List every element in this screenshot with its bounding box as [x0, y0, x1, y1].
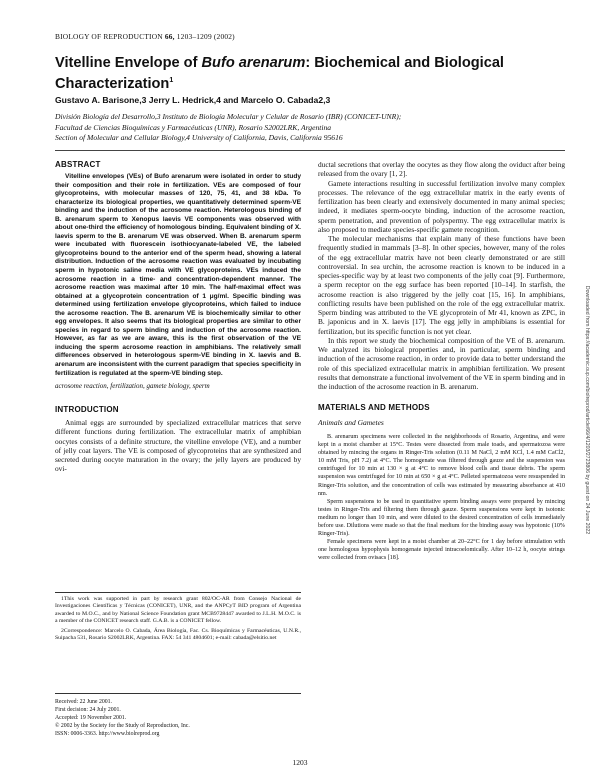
journal-name: BIOLOGY OF REPRODUCTION [55, 32, 163, 41]
author-list: Gustavo A. Barisone,3 Jerry L. Hedrick,4 and Marcelo O. Cabada2,3 [55, 95, 331, 105]
body-paragraph: The molecular mechanisms that explain many of these functions have been frequently studied in mammals [3–8]. In other species, however, many of the roles of the egg extracellular matrix have not been clearly demonstrated or are still controversial. In sea urchin, the acrosome reaction is known to be induced in a species-specific way by at least two components of the jelly coat [9]. Furthermore, a sperm receptor on the egg surface has been reported [10–14]. In starfish, the acrosome reaction is also triggered by the jelly coat [15, 16]. In amphibians, conflicting results have been published on the role of the egg extracellular matrix. Sperm binding was attributed to the VE glycoprotein of Mr 41, known as ZPC, in B. japonicus and in X. laevis [17]. The egg jelly in amphibians is essential for fertilization, but its specific function is not yet clear. [318, 234, 565, 336]
first-decision-date: First decision: 24 July 2001. [55, 707, 121, 713]
title-suffix: : Biochemical and Biological Characterization [55, 55, 504, 92]
funding-footnote: 1This work was supported in part by research grant 802/OC-AR from Consejo Nacional de Investigaciones Científicas y Técnicas (CONICET), UNR, and the ANPCyT BID program of Argentina awarded to M.O.C., and by National Science Foundation grant MCB9728447 awarded to J.L.H. M.O.C. is a member of the CONICET research staff. G.A.B. is a CONICET fellow. [55, 596, 301, 624]
download-watermark-text: Downloaded from https://academic.oup.com/biolreprod/article/66/4/1203/2723806 by guest on 24 June 2022 [584, 285, 590, 535]
affiliations [55, 112, 535, 144]
methods-subheading: Animals and Gametes [318, 418, 384, 428]
methods-paragraph: B. arenarum specimens were collected in the neighborhoods of Rosario, Argentina, and were kept in a moist chamber at 15°C. Testes were dissected from male toads, and spermatozoa were obtained by mincing the organs in Ringer-Tris solution (0.11 M NaCl, 2 mM KCl, 1.4 mM CaCl2, 10 mM Tris, pH 7.2) at 4°C. The homogenate was filtered through gauze and the suspension was centrifuged for 10 min at 130 × g at 4°C to remove blood cells and tissue debris. The sperm suspension was centrifuged for 10 min at 650 × g at 4°C. Pelleted spermatozoa were resuspended in Ringer-Tris solution, and the concentration of cells was estimated by measuring absorbance at 410 nm. [318, 434, 565, 497]
title-prefix: Vitelline Envelope of [55, 55, 202, 71]
right-column [318, 160, 565, 562]
methods-paragraph: Female specimens were kept in a moist chamber at 20–22°C for 1 day before stimulation with one homologous hypophysis homogenate injected intracoelomically. After 10–12 h, oocyte strings were collected from ovisacs [18]. [318, 538, 565, 561]
affiliation-line: Section of Molecular and Cellular Biology,4 University of California, Davis, California 95616 [55, 133, 343, 143]
accepted-date: Accepted: 19 November 2001. [55, 715, 127, 721]
page-number: 1203 [292, 758, 308, 767]
footnotes [55, 592, 301, 646]
affiliation-line: Facultad de Ciencias Bioquímicas y Farmacéuticas (UNR), Rosario S2002LRK, Argentina [55, 122, 332, 132]
title-footnote-mark: 1 [169, 77, 174, 84]
methods-paragraph: Sperm suspensions to be used in quantitative sperm binding assays were prepared by mincing testes in Ringer-Tris and filtering them through gauze. Sperm suspensions were kept in isotonic medium no longer than 10 min, and were diluted to the desired concentration of cells immediately before use. Dilutions were made so that the final medium for the binding assay was hypotonic (10% Ringer-Tris). [318, 498, 565, 537]
introduction-text: Animal eggs are surrounded by specialized extracellular matrices that serve different functions during fertilization. The extracellular matrix of amphibian oocytes consists of a definite structure, the vitelline envelope (VE), and a number of jelly coat layers. The VE is composed of glycoproteins that are synthesized and secreted during oocyte maturation in the ovary; the jelly layers are produced by ovi- [55, 418, 301, 474]
abstract-text: Vitelline envelopes (VEs) of Bufo arenarum were isolated in order to study their composition and their role in fertilization. VEs are composed of four glycoproteins, with molecular masses of 120, 75, 41, and 38 kDa. To characterize its biological properties, we quantitatively determined sperm-VE binding and the induction of the acrosome reaction. Heterologous binding of B. arenarum sperm to Xenopus laevis VE components was observed with about one-third the efficiency of homologous binding. Equivalent binding of X. laevis sperm to the B. arenarum VE was observed. When B. arenarum sperm were incubated with fluorescein isothiocyanate-labeled VE, the labeled glycoproteins bound to the anterior end of the sperm head, showing a lateral distribution. Induction of the acrosome reaction was evaluated by incubating sperm in hypotonic saline media with VE glycoproteins. VEs induced the acrosome reaction in a time- and concentration-dependent manner. The acrosome reaction was maximal after 10 min. The half-maximal effect was obtained at a glycoprotein concentration of 1 μg/ml. Specific binding was determined using fertilization envelope glycoproteins, which failed to induce the acrosome reaction. The B. arenarum VE is biochemically similar to other egg envelopes. It also seems that its biological properties are similar to other species in regard to sperm binding and induction of the acrosome reaction. However, as far as we are aware, this is the first observation of the VE inducing the sperm acrosome reaction in amphibians. The relatively small differences observed in heterologous sperm-VE binding in X. laevis and B. arenarum are inconsistent with the current paradigm that species specificity in fertilization is regulated at the sperm-VE binding step. [55, 173, 301, 377]
issn-line: ISSN: 0006-3363. http://www.biolreprod.org [55, 731, 160, 737]
body-paragraph: In this report we study the biochemical composition of the VE of B. arenarum. We analyzed its biological properties and, in particular, sperm binding and induction of the acrosome reaction, in order to provide data to better understand the role of this specialized extracellular matrix in amphibian fertilization. We present results that demonstrate a functional involvement of the VE in sperm binding and in the induction of the acrosome reaction in B. arenarum. [318, 335, 565, 391]
introduction-heading: INTRODUCTION [55, 405, 119, 415]
keywords: acrosome reaction, fertilization, gamete biology, sperm [55, 382, 210, 391]
journal-pages-year: 1203–1209 (2002) [176, 32, 235, 41]
left-column [55, 160, 301, 474]
title-species: Bufo arenarum [201, 55, 306, 71]
download-watermark [583, 185, 591, 635]
body-paragraph: Gamete interactions resulting in successful fertilization involve many complex processes. The relevance of the egg extracellular matrix in the early events of fertilization has been clearly and extensively documented in many animal species; indeed, it mediates sperm-oocyte binding, induction of the acrosome reaction, sperm penetration, and prevention of polyspermy. The egg extracellular matrix is also proposed to mediate species-specific gamete recognition. [318, 178, 565, 234]
affiliation-line: División Biología del Desarrollo,3 Instituto de Biología Molecular y Celular de Rosario (IBR) (CONICET-UNR); [55, 112, 402, 121]
abstract-heading: ABSTRACT [55, 160, 101, 169]
correspondence-footnote: 2Correspondence: Marcelo O. Cabada, Área Biología, Fac. Cs. Bioquímicas y Farmacéuticas, U.N.R., Suipacha 531, Rosario S2002LRK, Argentina. FAX: 54 341 4804601; e-mail: cabada@elsitio.net [55, 628, 301, 642]
article-title [55, 54, 575, 93]
running-head [55, 32, 235, 41]
journal-volume: 66, [164, 32, 175, 41]
methods-heading: MATERIALS AND METHODS [318, 403, 430, 413]
article-dates [55, 693, 301, 738]
body-paragraph: ductal secretions that overlay the oocytes as they flow along the oviduct after being released from the ovary [1, 2]. [318, 160, 565, 179]
header-divider [55, 150, 565, 151]
copyright-notice: © 2002 by the Society for the Study of Reproduction, Inc. [55, 723, 190, 729]
received-date: Received: 22 June 2001. [55, 699, 112, 705]
